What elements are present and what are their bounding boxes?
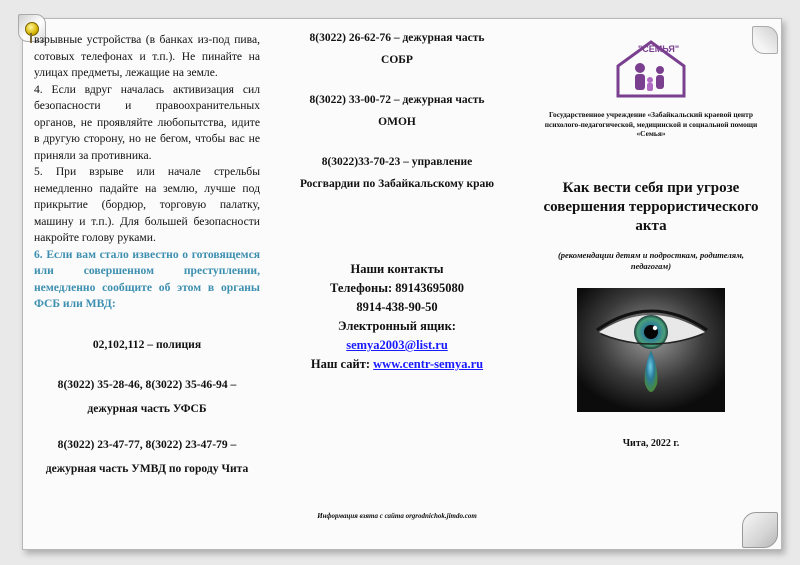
site-link[interactable]: www.centr-semya.ru: [373, 357, 484, 371]
page-curl-bottom-right: [742, 512, 778, 548]
email-label: Электронный ящик:: [338, 319, 456, 333]
sobr-phone: 8(3022) 26-62-76 – дежурная часть: [309, 32, 485, 44]
column-left: [34, 32, 260, 477]
city-year: Чита, 2022 г.: [622, 437, 680, 449]
paragraph-security-forces: 4. Если вдруг началась активизация сил безопасности и правоохранительных органов, не проявляйте любопытства, идите в другую сторону, но не бегом, чтобы вас не приняли за противника.: [34, 82, 260, 162]
omon-label: ОМОН: [378, 116, 416, 128]
rosgvardia-label: Росгвардии по Забайкальскому краю: [299, 178, 495, 190]
logo-text: "СЕМЬЯ": [638, 44, 680, 54]
paragraph-explosion: 5. При взрыве или начале стрельбы немедленно падайте на землю, лучше под прикрытие (бордюр, торговую палатку, машину и т.п.). Для большей безопасности накройте голову руками.: [34, 165, 260, 244]
pushpin-stem: [30, 33, 32, 43]
ufsb-label: дежурная часть УФСБ: [87, 401, 207, 415]
phones-line-1: Телефоны: 89143695080: [329, 281, 465, 295]
crying-eye-image: [577, 288, 725, 412]
column-middle: [286, 32, 508, 520]
police-numbers: 02,102,112 – полиция: [92, 337, 202, 351]
rosgvardia-phone: 8(3022)33-70-23 – управление: [321, 156, 473, 168]
contacts-block: [286, 260, 508, 374]
umvd-phones: 8(3022) 23-47-77, 8(3022) 23-47-79 –: [57, 438, 237, 451]
email-link[interactable]: semya2003@list.ru: [346, 338, 448, 352]
paragraph-report-crime: 6. Если вам стало известно о готовящемся или совершенном преступлении, немедленно сообщите об этом в органы ФСБ или МВД:: [34, 247, 260, 310]
umvd-label: дежурная часть УМВД по городу Чита: [45, 461, 249, 475]
ufsb-phones: 8(3022) 35-28-46, 8(3022) 35-46-94 –: [57, 378, 237, 391]
column-right: [532, 38, 770, 449]
site-label: Наш сайт:: [310, 357, 371, 371]
brochure-subtitle: (рекомендации детям и подросткам, родителям, педагогам): [557, 249, 745, 271]
sobr-label: СОБР: [381, 54, 413, 66]
brochure-title: Как вести себя при угрозе совершения террористического акта: [543, 179, 759, 234]
omon-phone: 8(3022) 33-00-72 – дежурная часть: [309, 94, 485, 106]
footer-source-note: Информация взята с сайта orgrodnichok.jimdo.com: [317, 512, 477, 520]
phones-line-2: 8914-438-90-50: [356, 300, 438, 314]
semya-logo: [610, 38, 692, 98]
organization-name: Государственное учреждение «Забайкальский краевой центр психолого-педагогической, медицинской и социальной помощи «Семья»: [544, 110, 758, 138]
paragraph-explosives: взрывные устройства (в банках из-под пива, сотовых телефонах и т.п.). Не пинайте на улицах предметы, лежащие на земле.: [34, 33, 260, 79]
contacts-title: Наши контакты: [350, 262, 444, 276]
